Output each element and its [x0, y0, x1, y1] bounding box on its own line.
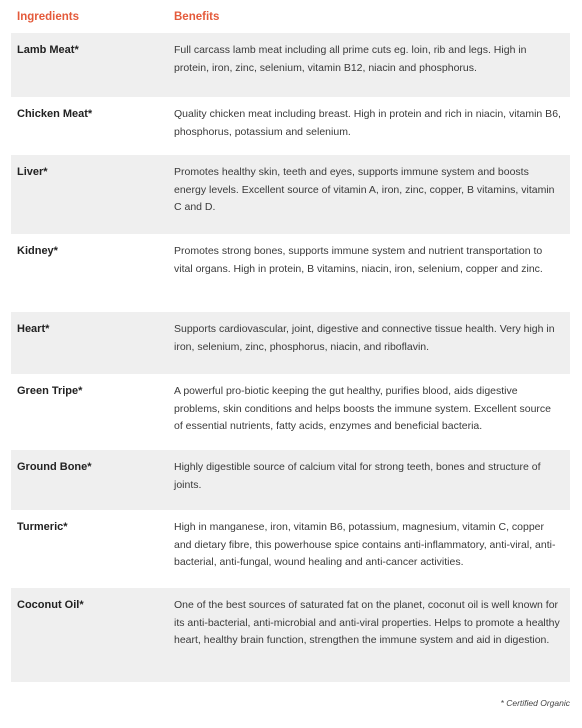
table-row: [11, 450, 570, 510]
ingredient-benefits: Promotes healthy skin, teeth and eyes, supports immune system and boosts energy levels. Excellent source of vitamin A, iron, zinc, copper, B vitamins, vitamin C and D.: [174, 166, 555, 213]
ingredient-name: Kidney*: [17, 245, 58, 257]
ingredient-name: Heart*: [17, 323, 50, 335]
table-row: [11, 312, 570, 374]
ingredient-benefits: Supports cardiovascular, joint, digestive and connective tissue health. Very high in iron, selenium, zinc, phosphorus, niacin, and riboflavin.: [174, 323, 555, 353]
table-header: [11, 0, 570, 33]
ingredient-name: Green Tripe*: [17, 385, 83, 397]
ingredient-name: Liver*: [17, 166, 48, 178]
ingredient-benefits: High in manganese, iron, vitamin B6, potassium, magnesium, vitamin C, copper and dietary fibre, this powerhouse spice contains anti-inflammatory, anti-viral, anti-bacterial, anti-fungal, wound healing and anti-cancer activities.: [174, 521, 556, 568]
table-row: [11, 33, 570, 97]
ingredient-benefits: Quality chicken meat including breast. High in protein and rich in niacin, vitamin B6, phosphorus, potassium and selenium.: [174, 108, 561, 138]
ingredient-name: Ground Bone*: [17, 461, 92, 473]
table-row: [11, 155, 570, 234]
ingredient-benefits: A powerful pro-biotic keeping the gut healthy, purifies blood, aids digestive problems, skin conditions and helps boosts the immune system. Excellent source of essential nutrients, fatty acids, enzymes and beneficial bacteria.: [174, 385, 552, 432]
table-row: [11, 588, 570, 682]
benefits-header: Benefits: [174, 10, 220, 23]
certified-organic-footnote: * Certified Organic: [500, 698, 570, 708]
ingredient-benefits: Full carcass lamb meat including all prime cuts eg. loin, rib and legs. High in protein, iron, zinc, selenium, vitamin B12, niacin and phosphorus.: [174, 44, 527, 74]
ingredient-name: Chicken Meat*: [17, 108, 93, 120]
ingredient-benefits: Highly digestible source of calcium vital for strong teeth, bones and structure of joints.: [174, 461, 541, 491]
table-row: [11, 234, 570, 312]
ingredient-benefits: Promotes strong bones, supports immune system and nutrient transportation to vital organs. High in protein, B vitamins, niacin, iron, selenium, copper and zinc.: [174, 245, 543, 275]
table-row: [11, 374, 570, 450]
table-row: [11, 97, 570, 155]
ingredient-benefits: One of the best sources of saturated fat on the planet, coconut oil is well known for its anti-bacterial, anti-microbial and anti-viral properties. Helps to promote a healthy heart, healthy brain function, strengthen the immune system and aid in digestion.: [174, 599, 560, 646]
ingredient-name: Turmeric*: [17, 521, 68, 533]
table-row: [11, 510, 570, 588]
ingredients-header: Ingredients: [17, 10, 79, 23]
ingredient-name: Coconut Oil*: [17, 599, 84, 611]
ingredient-name: Lamb Meat*: [17, 44, 79, 56]
ingredients-table: [11, 0, 570, 682]
